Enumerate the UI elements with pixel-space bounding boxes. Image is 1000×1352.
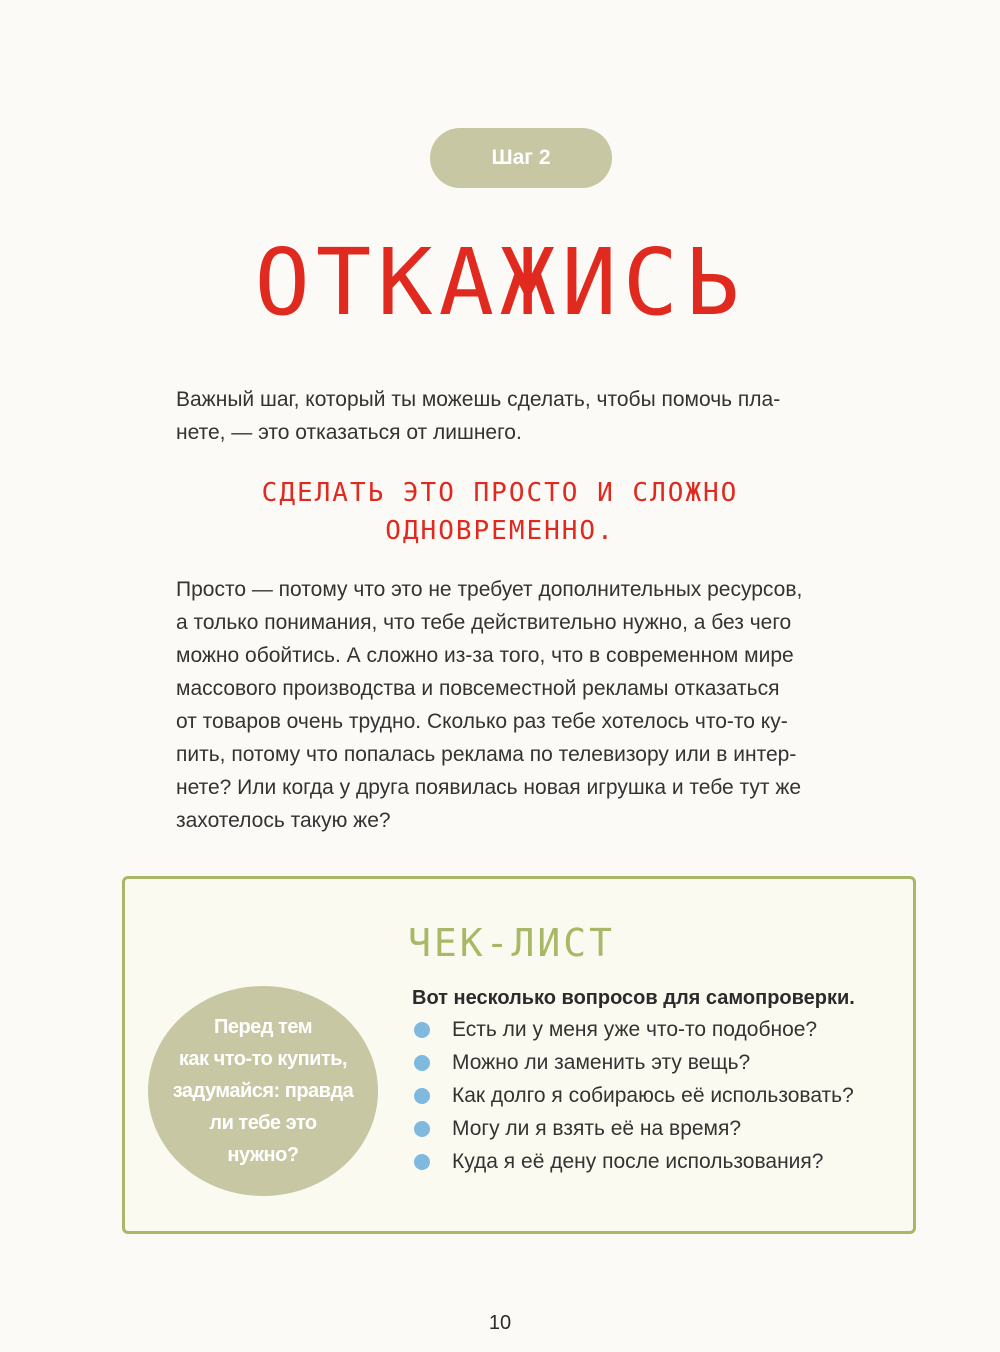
list-item-text: Куда я её дену после использования?	[452, 1150, 824, 1173]
bullet-dot-icon	[414, 1154, 430, 1170]
body-line: от товаров очень трудно. Сколько раз тебе хотелось что-то ку-	[176, 710, 788, 733]
checklist-list	[412, 1013, 854, 1178]
body-line: а только понимания, что тебе действительно нужно, а без чего	[176, 611, 792, 634]
list-item-text: Есть ли у меня уже что-то подобное?	[452, 1018, 818, 1041]
body-line: можно обойтись. А сложно из-за того, что в современном мире	[176, 644, 794, 667]
list-item	[412, 1145, 854, 1178]
bullet-dot-icon	[414, 1121, 430, 1137]
list-item-text: Как долго я собираюсь её использовать?	[452, 1084, 854, 1107]
body-line: захотелось такую же?	[176, 809, 391, 832]
subheading-line: СДЕЛАТЬ ЭТО ПРОСТО И СЛОЖНО	[261, 478, 739, 508]
checklist-title: ЧЕК-ЛИСТ	[408, 921, 616, 965]
body-paragraph	[176, 573, 866, 837]
list-item	[412, 1079, 854, 1112]
intro-paragraph	[176, 383, 866, 449]
page-title: ОТКАЖИСЬ	[254, 229, 746, 336]
bullet-dot-icon	[414, 1055, 430, 1071]
body-line: нете? Или когда у друга появилась новая игрушка и тебе тут же	[176, 776, 802, 799]
page-number: 10	[488, 1312, 512, 1334]
step-label: Шаг 2	[491, 146, 551, 169]
subheading-line: ОДНОВРЕМЕННО.	[385, 516, 615, 546]
tip-line: нужно?	[227, 1144, 299, 1166]
tip-line: задумайся: правда	[172, 1080, 354, 1102]
list-item-text: Могу ли я взять её на время?	[452, 1117, 742, 1140]
list-item	[412, 1112, 854, 1145]
body-line: массового производства и повсеместной рекламы отказаться	[176, 677, 780, 700]
tip-line: ли тебе это	[209, 1112, 317, 1134]
bullet-dot-icon	[414, 1022, 430, 1038]
checklist-intro: Вот несколько вопросов для самопроверки.	[412, 987, 855, 1009]
list-item-text: Можно ли заменить эту вещь?	[452, 1051, 751, 1074]
subheading	[0, 474, 1000, 550]
bullet-dot-icon	[414, 1088, 430, 1104]
step-badge	[430, 128, 612, 188]
intro-line: нете, — это отказаться от лишнего.	[176, 421, 522, 444]
list-item	[412, 1046, 854, 1079]
body-line: Просто — потому что это не требует дополнительных ресурсов,	[176, 578, 803, 601]
tip-circle	[148, 986, 378, 1196]
list-item	[412, 1013, 854, 1046]
tip-line: как что-то купить,	[178, 1048, 348, 1070]
intro-line: Важный шаг, который ты можешь сделать, чтобы помочь пла-	[176, 388, 781, 411]
body-line: пить, потому что попалась реклама по телевизору или в интер-	[176, 743, 797, 766]
tip-line: Перед тем	[213, 1016, 313, 1038]
